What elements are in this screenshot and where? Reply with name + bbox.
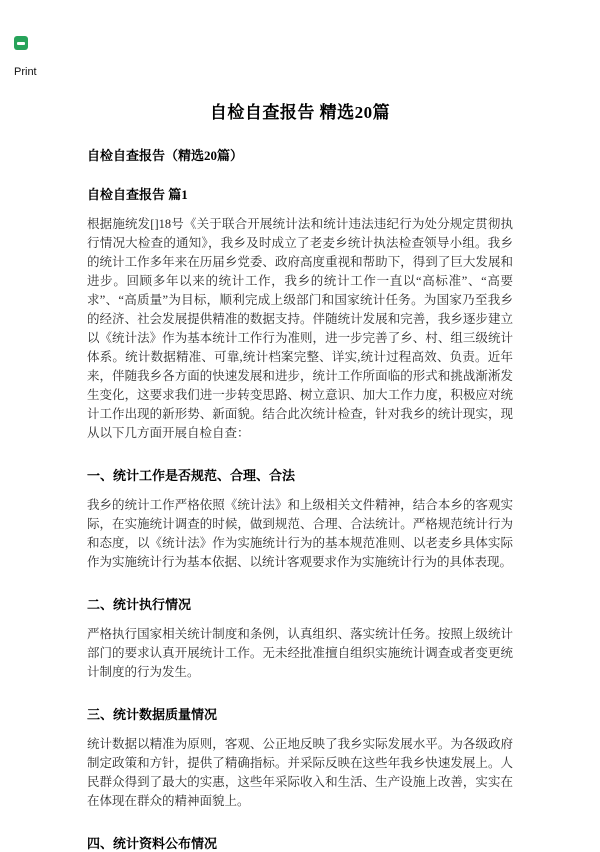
section-paragraph-3: 严格执行国家相关统计制度和条例，认真组织、落实统计任务。按照上级统计部门的要求认真开展统计工作。无未经批准擅自组织实施统计调查或者变更统计制度的行为发生。 bbox=[87, 627, 513, 679]
section-heading-3: 二、统计执行情况 bbox=[87, 597, 192, 612]
section-heading-2: 一、统计工作是否规范、合理、合法 bbox=[87, 468, 296, 483]
print-extension-icon[interactable] bbox=[14, 36, 28, 50]
section-paragraph-4: 统计数据以精准为原则，客观、公正地反映了我乡实际发展水平。为各级政府制定政策和方针，提供了精确指标。并采际反映在这些年我乡快速发展上。人民群众得到了最大的实惠，这些年采际收入和生活、生产设施上改善，实实在在体现在群众的精神面貌上。 bbox=[87, 737, 513, 808]
section-paragraph-1: 根据施统发[]18号《关于联合开展统计法和统计违法违纪行为处分规定贯彻执行情况大检查的通知》，我乡及时成立了老麦乡统计执法检查领导小组。我乡的统计工作多年来在历届乡党委、政府高度重视和帮助下，得到了巨大发展和进步。回顾多年以来的统计工作，我乡的统计工作一直以“高标准”、“高要求”、“高质量”为目标，顺利完成上级部门和国家统计任务。为国家乃至我乡的经济、社会发展提供精准的数据支持。伴随统计发展和完善，我乡逐步建立以《统计法》作为基本统计工作行为准则，进一步完善了乡、村、组三级统计体系。统计数据精准、可靠,统计档案完整、详实,统计过程高效、负责。近年来，伴随我乡各方面的快速发展和进步，统计工作所面临的形式和挑战渐淅发生变化，这要求我们进一步转变思路、树立意识、加大工作力度，积极应对统计工作出现的新形势、新面貌。结合此次统计检查，针对我乡的统计现实，现从以下几方面开展自检自查： bbox=[87, 217, 513, 440]
document-title: 自检自查报告 精选20篇 bbox=[209, 103, 391, 122]
section-paragraph-2: 我乡的统计工作严格依照《统计法》和上级相关文件精神，结合本乡的客观实际，在实施统计调查的时候，做到规范、合理、合法统计。严格规范统计行为和态度，以《统计法》作为实施统计行为的基本规范准则、以老麦乡具体实际作为实施统计行为基本依据、以统计客观要求作为实施统计行为的具体表现。 bbox=[87, 498, 513, 569]
document-subtitle: 自检自查报告（精选20篇） bbox=[87, 148, 244, 163]
section-heading-5: 四、统计资料公布情况 bbox=[87, 836, 218, 851]
document-body bbox=[87, 80, 513, 852]
print-link[interactable]: Print bbox=[14, 66, 37, 78]
section-heading-1: 自检自查报告 篇1 bbox=[87, 187, 188, 202]
section-heading-4: 三、统计数据质量情况 bbox=[87, 707, 218, 722]
page-top-area bbox=[0, 0, 600, 80]
